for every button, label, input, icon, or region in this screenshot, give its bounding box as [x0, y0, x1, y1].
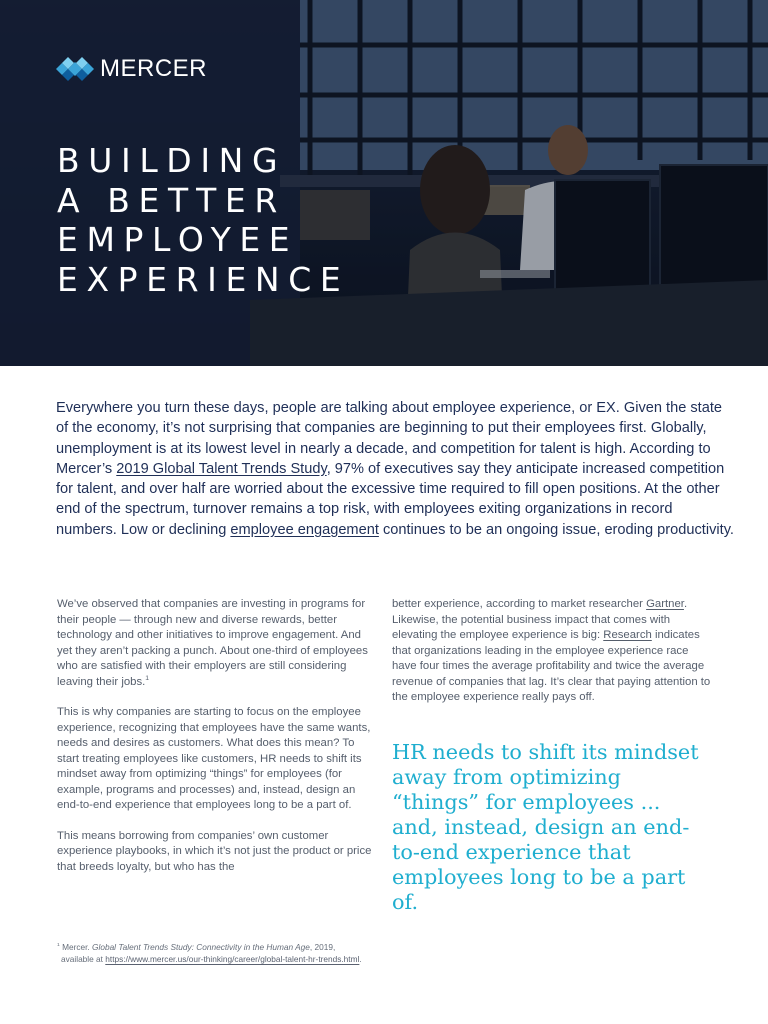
- mercer-wordmark: MERCER: [100, 55, 208, 82]
- footnote-available: available at: [61, 953, 106, 964]
- body-paragraph: This is why companies are starting to focus on the employee experience, recognizing that employees have the same wants, needs and desires as customers. What does this mean? To start treating employees like customers, HR needs to shift its mindset away from optimizing “things” for employees (for example, programs and processes) and, instead, design an end-to-end experience that employees long to be a part of.: [57, 706, 371, 811]
- footnote-line: [57, 954, 677, 966]
- right-column: [392, 597, 712, 721]
- mercer-logo-icon: [56, 57, 94, 81]
- pull-quote: HR needs to shift its mindset away from optimizing “things” for employees ... and, instead, design an end-to-end experience that employees long to be a part of.: [392, 740, 699, 914]
- left-column: [57, 597, 372, 890]
- footnote-source: Mercer.: [59, 942, 93, 952]
- page-title: [57, 141, 349, 299]
- footnote-end: .: [359, 953, 362, 964]
- body-text: We’ve observed that companies are investing in programs for their people — through new and diverse rewards, better technology and other initiatives to improve engagement. And yet they aren’t packing a punch. About one-third of employees who are satisfied with their employers are still considering leaving their jobs.: [57, 598, 368, 688]
- footnote-number: 1: [57, 942, 60, 949]
- intro-text: continues to be an ongoing issue, eroding productivity.: [378, 521, 734, 538]
- intro-text: Everywhere you turn these days, people are talking about employee experience, or EX. Given the state of the economy, it’s not surprising that companies are beginning to put their employees first. Globally, unemployment is at its lowest level in nearly a decade, and competition for talent is high. According to Mercer’s: [56, 400, 723, 477]
- intro-text: , 97% of executives say they anticipate increased competition for talent, and over half are worried about the excessive time required to fill open positions. At the other end of the spectrum, turnover remains a top risk, with employees exiting organizations in record numbers. Low or declining: [56, 460, 725, 538]
- global-talent-trends-link[interactable]: 2019 Global Talent Trends Study: [116, 460, 327, 477]
- employee-engagement-link[interactable]: employee engagement: [230, 521, 379, 538]
- footnote-year: , 2019,: [309, 942, 336, 952]
- body-text: better experience, according to market researcher: [392, 598, 647, 610]
- body-text: . Likewise, the potential business impact that comes with elevating the employee experience is big:: [392, 598, 688, 641]
- body-paragraph: This means borrowing from companies’ own customer experience playbooks, in which it’s not just the product or price that breeds loyalty, but who has the: [57, 829, 372, 873]
- title-line: BUILDING: [57, 141, 287, 180]
- body-text: indicates that organizations leading in the employee experience race have four times the average profitability and twice the average revenue of companies that lag. It’s clear that paying attention to the employee experience really pays off.: [392, 629, 711, 703]
- intro-paragraph: [56, 398, 736, 540]
- title-line: A BETTER: [57, 180, 286, 220]
- research-link[interactable]: Research: [603, 629, 652, 641]
- body-paragraph: [392, 597, 712, 706]
- body-paragraph: [57, 597, 372, 690]
- gartner-link[interactable]: Gartner: [646, 598, 684, 610]
- title-line: EMPLOYEE: [57, 220, 299, 259]
- hero-banner: [0, 0, 768, 366]
- title-line: EXPERIENCE: [57, 259, 350, 299]
- footnote-line: [57, 942, 677, 954]
- footnote-url-link[interactable]: https://www.mercer.us/our-thinking/career/global-talent-hr-trends.html: [105, 953, 360, 964]
- footnote: [57, 942, 677, 965]
- mercer-logo: [56, 55, 207, 83]
- footnote-ref: 1: [145, 674, 150, 682]
- footnote-title: Global Talent Trends Study: Connectivity in the Human Age: [92, 942, 310, 952]
